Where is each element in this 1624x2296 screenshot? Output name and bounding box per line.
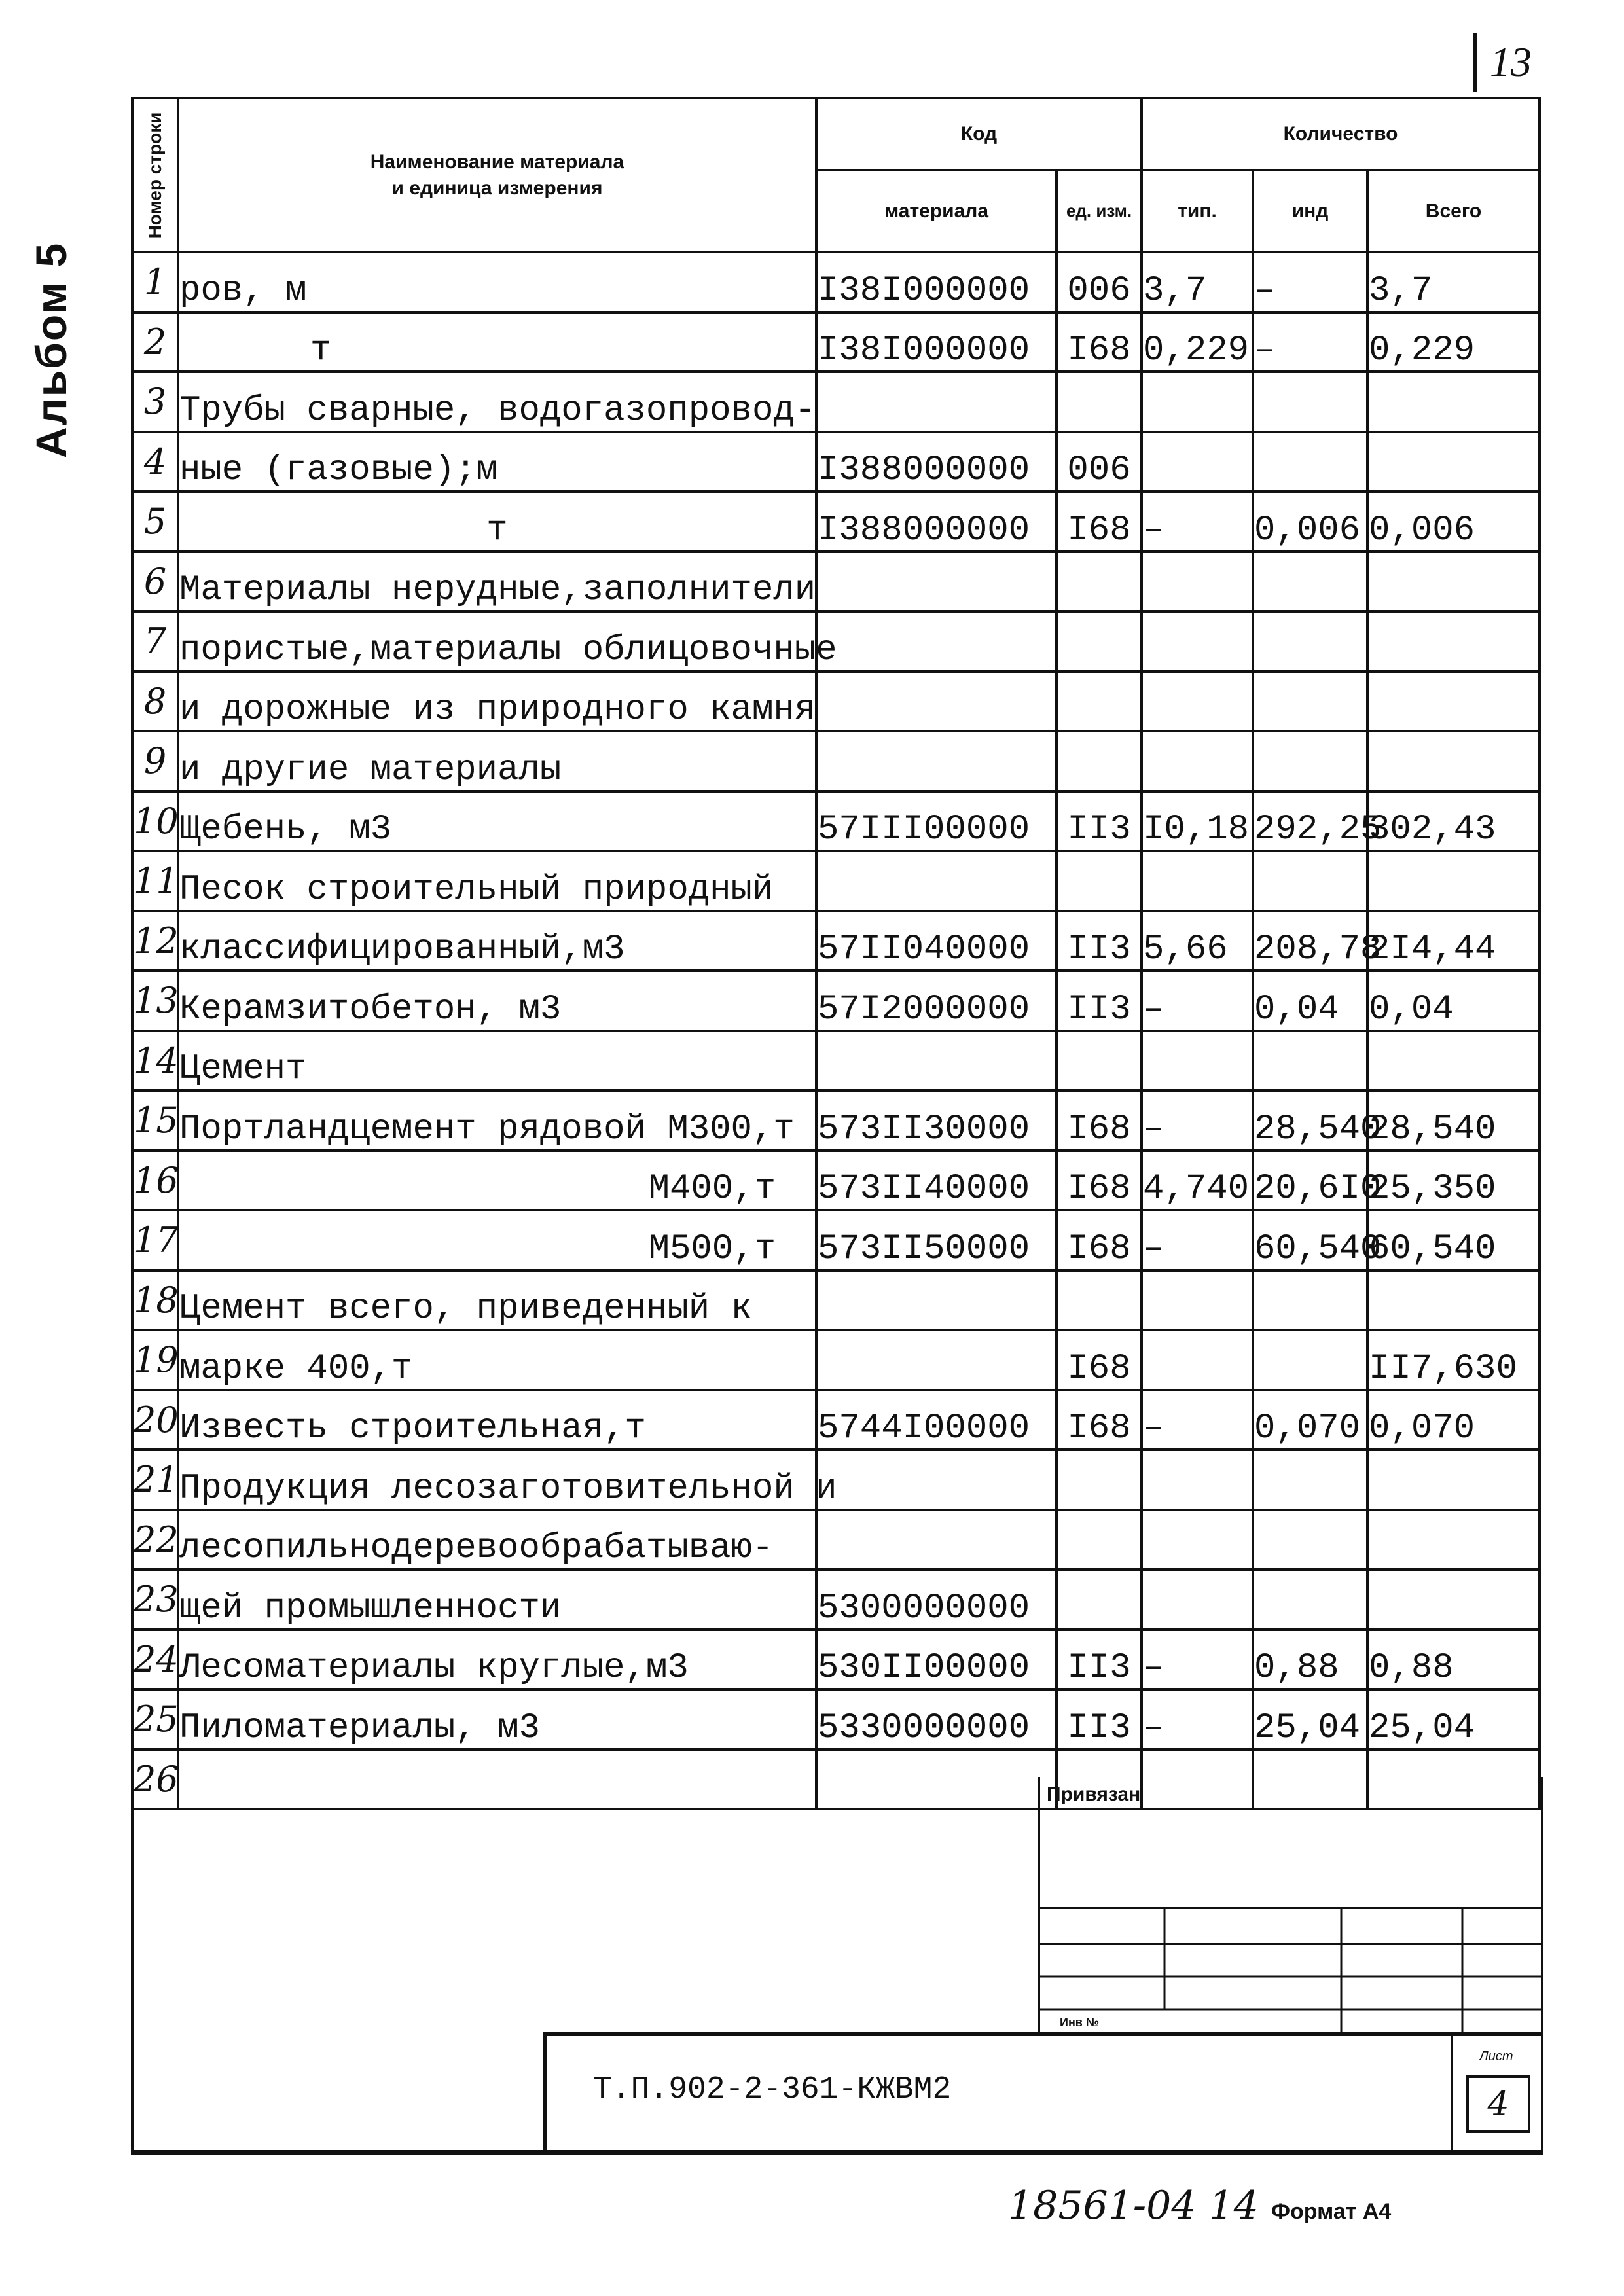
unit-code bbox=[1056, 372, 1142, 432]
qty-typ: 3,7 bbox=[1142, 252, 1253, 312]
material-code: 57III00000 bbox=[816, 791, 1056, 852]
material-code: 57II040000 bbox=[816, 911, 1056, 971]
qty-total bbox=[1367, 552, 1540, 612]
unit-code bbox=[1056, 731, 1142, 791]
qty-ind bbox=[1253, 1510, 1367, 1570]
table-row bbox=[132, 1210, 1540, 1270]
qty-typ bbox=[1142, 1270, 1253, 1331]
qty-ind bbox=[1253, 611, 1367, 672]
qty-ind bbox=[1253, 731, 1367, 791]
table-row bbox=[132, 791, 1540, 852]
qty-total bbox=[1367, 851, 1540, 911]
material-name: щей промышленности bbox=[178, 1570, 816, 1630]
table-row bbox=[132, 1390, 1540, 1450]
material-code: 573II30000 bbox=[816, 1090, 1056, 1151]
qty-total: 25,04 bbox=[1367, 1689, 1540, 1749]
unit-code: II3 bbox=[1056, 1689, 1142, 1749]
table-row bbox=[132, 552, 1540, 612]
sheet-label: Лист bbox=[1479, 2049, 1513, 2064]
unit-code: II3 bbox=[1056, 1630, 1142, 1690]
material-name: Керамзитобетон, м3 bbox=[178, 971, 816, 1031]
material-name: Пиломатериалы, м3 bbox=[178, 1689, 816, 1749]
row-number: 22 bbox=[132, 1510, 178, 1570]
qty-typ: – bbox=[1142, 1090, 1253, 1151]
material-name: М500,т bbox=[178, 1210, 816, 1270]
qty-ind bbox=[1253, 372, 1367, 432]
qty-total bbox=[1367, 1570, 1540, 1630]
table-row bbox=[132, 1151, 1540, 1211]
qty-typ bbox=[1142, 372, 1253, 432]
qty-total: 0,88 bbox=[1367, 1630, 1540, 1690]
unit-code: I68 bbox=[1056, 312, 1142, 372]
qty-ind: 0,88 bbox=[1253, 1630, 1367, 1690]
material-code: 573II50000 bbox=[816, 1210, 1056, 1270]
material-name: Цемент всего, приведенный к bbox=[178, 1270, 816, 1331]
unit-code: I68 bbox=[1056, 1090, 1142, 1151]
unit-code: 006 bbox=[1056, 252, 1142, 312]
material-name: классифицированный,м3 bbox=[178, 911, 816, 971]
qty-total: 302,43 bbox=[1367, 791, 1540, 852]
qty-ind bbox=[1253, 1570, 1367, 1630]
material-name: Известь строительная,т bbox=[178, 1390, 816, 1450]
row-number: 18 bbox=[132, 1270, 178, 1331]
ind-header: инд bbox=[1253, 170, 1367, 252]
qty-typ: – bbox=[1142, 971, 1253, 1031]
qty-typ: – bbox=[1142, 1689, 1253, 1749]
qty-total: 0,006 bbox=[1367, 492, 1540, 552]
qty-typ: – bbox=[1142, 1630, 1253, 1690]
material-name: Цемент bbox=[178, 1031, 816, 1091]
material-name: т bbox=[178, 312, 816, 372]
approval-stamp bbox=[1038, 1777, 1541, 2032]
qty-typ bbox=[1142, 611, 1253, 672]
album-label: Альбом 5 bbox=[27, 242, 75, 458]
qty-typ bbox=[1142, 1031, 1253, 1091]
material-code bbox=[816, 1450, 1056, 1510]
qty-ind: 292,25 bbox=[1253, 791, 1367, 852]
table-row bbox=[132, 971, 1540, 1031]
material-code bbox=[816, 672, 1056, 732]
material-code: I38I000000 bbox=[816, 252, 1056, 312]
row-number: 20 bbox=[132, 1390, 178, 1450]
material-name: марке 400,т bbox=[178, 1330, 816, 1390]
material-name: ные (газовые);м bbox=[178, 432, 816, 492]
material-name: М400,т bbox=[178, 1151, 816, 1211]
material-name: Материалы нерудные,заполнители bbox=[178, 552, 816, 612]
rownum-header: Номер строки bbox=[132, 98, 178, 252]
qty-ind: 208,78 bbox=[1253, 911, 1367, 971]
qty-ind: 20,6I0 bbox=[1253, 1151, 1367, 1211]
material-code: 57I2000000 bbox=[816, 971, 1056, 1031]
page-number: 13 bbox=[1473, 33, 1575, 92]
qty-typ: 4,740 bbox=[1142, 1151, 1253, 1211]
qty-total bbox=[1367, 611, 1540, 672]
row-number: 5 bbox=[132, 492, 178, 552]
row-number: 25 bbox=[132, 1689, 178, 1749]
row-number: 16 bbox=[132, 1151, 178, 1211]
table-row bbox=[132, 1330, 1540, 1390]
qty-total: 3,7 bbox=[1367, 252, 1540, 312]
material-name: Лесоматериалы круглые,м3 bbox=[178, 1630, 816, 1690]
unit-code bbox=[1056, 1570, 1142, 1630]
qty-typ: – bbox=[1142, 1210, 1253, 1270]
qty-ind: 0,04 bbox=[1253, 971, 1367, 1031]
material-code: 5330000000 bbox=[816, 1689, 1056, 1749]
material-code bbox=[816, 731, 1056, 791]
unit-code: I68 bbox=[1056, 1210, 1142, 1270]
qty-total bbox=[1367, 672, 1540, 732]
table-row bbox=[132, 611, 1540, 672]
material-code bbox=[816, 611, 1056, 672]
unit-code: II3 bbox=[1056, 791, 1142, 852]
row-number: 24 bbox=[132, 1630, 178, 1690]
table-row bbox=[132, 851, 1540, 911]
qty-typ bbox=[1142, 851, 1253, 911]
qty-typ bbox=[1142, 731, 1253, 791]
material-code bbox=[816, 1330, 1056, 1390]
copy-number: 14 bbox=[1208, 2183, 1259, 2229]
row-number: 9 bbox=[132, 731, 178, 791]
row-number: 15 bbox=[132, 1090, 178, 1151]
table-row bbox=[132, 1270, 1540, 1331]
total-header: Всего bbox=[1367, 170, 1540, 252]
code-group-header: Код bbox=[816, 98, 1142, 170]
row-number: 17 bbox=[132, 1210, 178, 1270]
unit-code bbox=[1056, 1450, 1142, 1510]
material-code: 530II00000 bbox=[816, 1630, 1056, 1690]
material-code bbox=[816, 1510, 1056, 1570]
qty-ind bbox=[1253, 1270, 1367, 1331]
table-row bbox=[132, 1570, 1540, 1630]
qty-typ bbox=[1142, 1570, 1253, 1630]
inv-no-label: Инв № bbox=[1060, 2016, 1099, 2029]
material-name: ров, м bbox=[178, 252, 816, 312]
table-row bbox=[132, 672, 1540, 732]
privyazan-label: Привязан bbox=[1047, 1784, 1141, 1805]
qty-total bbox=[1367, 372, 1540, 432]
table-row bbox=[132, 1450, 1540, 1510]
unit-code: 006 bbox=[1056, 432, 1142, 492]
qty-total: 60,540 bbox=[1367, 1210, 1540, 1270]
sheet-column bbox=[1451, 2036, 1545, 2154]
material-code bbox=[816, 552, 1056, 612]
unit-header: ед. изм. bbox=[1056, 170, 1142, 252]
row-number: 10 bbox=[132, 791, 178, 852]
table-row bbox=[132, 492, 1540, 552]
qty-ind bbox=[1253, 1330, 1367, 1390]
table-row bbox=[132, 1630, 1540, 1690]
material-name: и дорожные из природного камня bbox=[178, 672, 816, 732]
archive-number: 18561-04 bbox=[1008, 2183, 1197, 2229]
format-label: Формат А4 bbox=[1271, 2199, 1392, 2224]
unit-code bbox=[1056, 611, 1142, 672]
row-number: 8 bbox=[132, 672, 178, 732]
material-code: I388000000 bbox=[816, 432, 1056, 492]
materials-table bbox=[131, 97, 1541, 1810]
row-number: 19 bbox=[132, 1330, 178, 1390]
unit-code bbox=[1056, 672, 1142, 732]
qty-typ: 5,66 bbox=[1142, 911, 1253, 971]
doc-code: Т.П.902-2-361-КЖВМ2 bbox=[593, 2072, 952, 2108]
qty-total: 25,350 bbox=[1367, 1151, 1540, 1211]
qty-typ: – bbox=[1142, 1390, 1253, 1450]
qty-ind: 0,006 bbox=[1253, 492, 1367, 552]
unit-code bbox=[1056, 851, 1142, 911]
table-row bbox=[132, 312, 1540, 372]
table-row bbox=[132, 432, 1540, 492]
qty-total: 0,229 bbox=[1367, 312, 1540, 372]
qty-ind bbox=[1253, 851, 1367, 911]
material-name: Продукция лесозаготовительной и bbox=[178, 1450, 816, 1510]
table-row bbox=[132, 1510, 1540, 1570]
qty-total: 2I4,44 bbox=[1367, 911, 1540, 971]
row-number: 6 bbox=[132, 552, 178, 612]
unit-code: II3 bbox=[1056, 911, 1142, 971]
row-number: 11 bbox=[132, 851, 178, 911]
row-number: 1 bbox=[132, 252, 178, 312]
material-name: Песок строительный природный bbox=[178, 851, 816, 911]
unit-code: I68 bbox=[1056, 1330, 1142, 1390]
qty-total bbox=[1367, 1450, 1540, 1510]
material-code bbox=[816, 1270, 1056, 1331]
material-code: I388000000 bbox=[816, 492, 1056, 552]
sheet-number: 4 bbox=[1466, 2075, 1530, 2133]
unit-code bbox=[1056, 1031, 1142, 1091]
row-number: 14 bbox=[132, 1031, 178, 1091]
material-name: Щебень, м3 bbox=[178, 791, 816, 852]
row-number: 13 bbox=[132, 971, 178, 1031]
row-number: 12 bbox=[132, 911, 178, 971]
qty-ind bbox=[1253, 552, 1367, 612]
qty-typ: – bbox=[1142, 492, 1253, 552]
material-name: Портландцемент рядовой М300,т bbox=[178, 1090, 816, 1151]
row-number: 4 bbox=[132, 432, 178, 492]
qty-total: 0,070 bbox=[1367, 1390, 1540, 1450]
title-block bbox=[543, 2032, 1542, 2154]
qty-ind: 60,540 bbox=[1253, 1210, 1367, 1270]
qty-typ: 0,229 bbox=[1142, 312, 1253, 372]
table-row bbox=[132, 731, 1540, 791]
qty-ind: – bbox=[1253, 312, 1367, 372]
table-row bbox=[132, 372, 1540, 432]
material-name: пористые,материалы облицовочные bbox=[178, 611, 816, 672]
row-number: 21 bbox=[132, 1450, 178, 1510]
unit-code: I68 bbox=[1056, 1390, 1142, 1450]
material-name: Трубы сварные, водогазопровод- bbox=[178, 372, 816, 432]
material-code: 5744I00000 bbox=[816, 1390, 1056, 1450]
stamp-grid-lines bbox=[1040, 1777, 1541, 2032]
table-row bbox=[132, 252, 1540, 312]
unit-code: II3 bbox=[1056, 971, 1142, 1031]
row-number: 26 bbox=[132, 1749, 178, 1810]
qty-total bbox=[1367, 1510, 1540, 1570]
row-number: 7 bbox=[132, 611, 178, 672]
qty-total bbox=[1367, 432, 1540, 492]
row-number: 23 bbox=[132, 1570, 178, 1630]
qty-total: II7,630 bbox=[1367, 1330, 1540, 1390]
material-code bbox=[816, 372, 1056, 432]
row-number: 2 bbox=[132, 312, 178, 372]
qty-ind bbox=[1253, 432, 1367, 492]
qty-typ bbox=[1142, 432, 1253, 492]
unit-code bbox=[1056, 1510, 1142, 1570]
qty-ind bbox=[1253, 1031, 1367, 1091]
code-material-header: материала bbox=[816, 170, 1056, 252]
material-code: I38I000000 bbox=[816, 312, 1056, 372]
material-name: лесопильнодеревообрабатываю- bbox=[178, 1510, 816, 1570]
qty-total: 0,04 bbox=[1367, 971, 1540, 1031]
qty-ind bbox=[1253, 672, 1367, 732]
qty-total bbox=[1367, 1270, 1540, 1331]
table-row bbox=[132, 1689, 1540, 1749]
qty-total bbox=[1367, 1031, 1540, 1091]
table-row bbox=[132, 1090, 1540, 1151]
qty-typ bbox=[1142, 1450, 1253, 1510]
qty-ind: 0,070 bbox=[1253, 1390, 1367, 1450]
material-code: 573II40000 bbox=[816, 1151, 1056, 1211]
qty-typ bbox=[1142, 672, 1253, 732]
qty-typ bbox=[1142, 552, 1253, 612]
qty-ind bbox=[1253, 1450, 1367, 1510]
table-row bbox=[132, 1031, 1540, 1091]
material-code bbox=[816, 851, 1056, 911]
typ-header: тип. bbox=[1142, 170, 1253, 252]
qty-group-header: Количество bbox=[1142, 98, 1540, 170]
material-name: и другие материалы bbox=[178, 731, 816, 791]
unit-code bbox=[1056, 1270, 1142, 1331]
qty-typ bbox=[1142, 1330, 1253, 1390]
qty-typ: I0,18 bbox=[1142, 791, 1253, 852]
material-code bbox=[816, 1031, 1056, 1091]
material-name: т bbox=[178, 492, 816, 552]
qty-ind: 28,540 bbox=[1253, 1090, 1367, 1151]
qty-ind: – bbox=[1253, 252, 1367, 312]
material-code: 5300000000 bbox=[816, 1570, 1056, 1630]
qty-typ bbox=[1142, 1510, 1253, 1570]
unit-code bbox=[1056, 552, 1142, 612]
qty-ind: 25,04 bbox=[1253, 1689, 1367, 1749]
table-row bbox=[132, 911, 1540, 971]
qty-total: 28,540 bbox=[1367, 1090, 1540, 1151]
name-header: Наименование материала и единица измерения bbox=[178, 98, 816, 252]
bottom-note bbox=[1008, 2183, 1391, 2229]
row-number: 3 bbox=[132, 372, 178, 432]
unit-code: I68 bbox=[1056, 1151, 1142, 1211]
qty-total bbox=[1367, 731, 1540, 791]
unit-code: I68 bbox=[1056, 492, 1142, 552]
